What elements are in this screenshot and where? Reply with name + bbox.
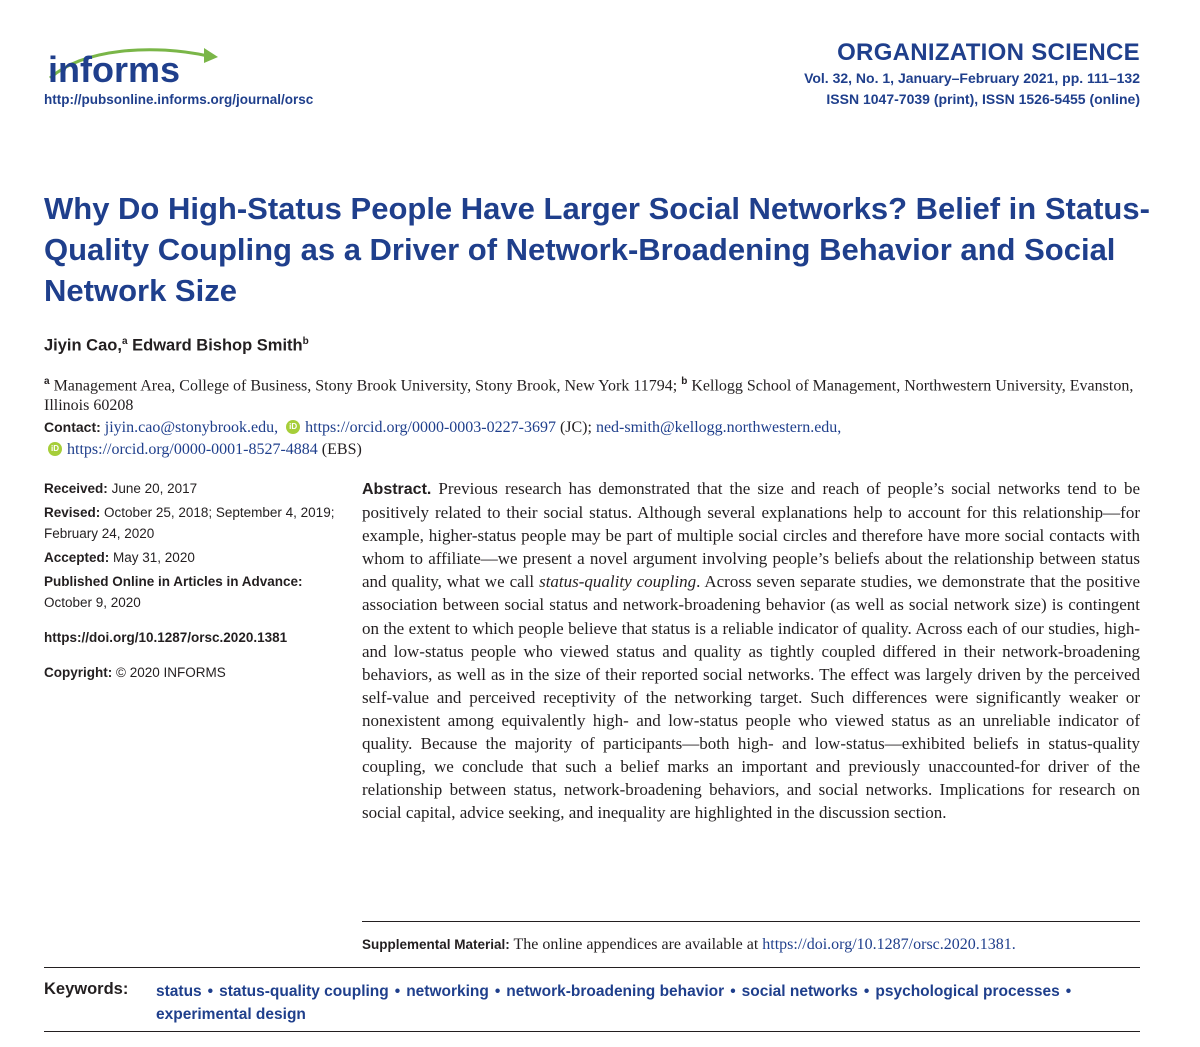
journal-name: ORGANIZATION SCIENCE bbox=[837, 39, 1140, 66]
keyword[interactable]: psychological processes bbox=[875, 983, 1060, 1000]
doi-text[interactable]: https://doi.org/10.1287/orsc.2020.1381 bbox=[44, 630, 288, 645]
keyword-separator: • bbox=[207, 983, 214, 1000]
abstract-text: Previous research has demonstrated that the size and reach of people’s social networks tend to be positively related to their social status. Although several explanations help to account for this relationship—for example, higher-status people may be part of multiple social circles and therefore have more social contacts with whom to affiliate—we present a novel argument involving people’s beliefs about the relationship between status and quality, what we call bbox=[362, 479, 1140, 592]
affiliations bbox=[44, 372, 1154, 416]
doi-link[interactable] bbox=[44, 627, 344, 648]
received-value: June 20, 2017 bbox=[111, 481, 198, 496]
divider bbox=[44, 1031, 1140, 1032]
keyword[interactable]: experimental design bbox=[156, 1006, 306, 1023]
revised-value: October 25, 2018; September 4, 2019; February 24, 2020 bbox=[44, 505, 335, 541]
accepted-date bbox=[44, 547, 344, 568]
supplemental-link[interactable]: https://doi.org/10.1287/orsc.2020.1381. bbox=[762, 936, 1016, 953]
article-title: Why Do High-Status People Have Larger Social Networks? Belief in Status-Quality Coupling as a Driver of Network-Broadening Behavior and Social Network Size bbox=[44, 191, 1150, 308]
keyword-separator: • bbox=[1065, 983, 1072, 1000]
journal-volume: Vol. 32, No. 1, January–February 2021, pp. 111–132 bbox=[804, 70, 1140, 86]
divider bbox=[44, 967, 1140, 968]
published-label: Published Online in Articles in Advance: bbox=[44, 574, 303, 589]
keyword-separator: • bbox=[494, 983, 501, 1000]
orcid-author-tag: (JC); bbox=[559, 419, 592, 436]
revised-label: Revised: bbox=[44, 505, 101, 520]
contact-label: Contact: bbox=[44, 419, 101, 435]
affiliation-b: Kellogg School of Management, Northwestern University, Evanston, Illinois 60208 bbox=[44, 377, 1134, 415]
accepted-value: May 31, 2020 bbox=[113, 550, 195, 565]
abstract-label: Abstract. bbox=[362, 481, 432, 498]
author-name: Edward Bishop Smith bbox=[132, 336, 303, 355]
article-history bbox=[44, 478, 344, 686]
supplemental-label: Supplemental Material: bbox=[362, 937, 510, 952]
abstract-text: . Across seven separate studies, we demonstrate that the positive association between social status and network-broadening behavior (as well as social network size) is contingent on the extent to which people believe that status is a reliable indicator of quality. Across each of our studies, high- and low-status people who viewed status and quality as tightly coupled differed in their network-broadening behaviors, as well as in the size of their reported social networks. The effect was largely driven by the perceived self-value and perceived receptivity of the networking target. Such differences were significantly weaker or nonexistent among equivalently high- and low-status people who viewed status as an unreliable indicator of quality. Because the majority of participants—both high- and low-status—exhibited beliefs in status-quality coupling, we conclude that such a belief marks an important and previously unaccounted-for driver of the relationship between status, network-broadening behaviors, and social networks. Implications for research on social capital, advice seeking, and inequality are highlighted in the discussion section. bbox=[362, 572, 1141, 823]
copyright-label: Copyright: bbox=[44, 665, 113, 680]
orcid-link[interactable]: https://orcid.org/0000-0001-8527-4884 bbox=[67, 441, 318, 458]
published-date bbox=[44, 571, 344, 613]
supplemental-material bbox=[362, 934, 1140, 956]
informs-logo-mark bbox=[44, 42, 224, 90]
affiliation-mark: a bbox=[44, 376, 50, 387]
received-date bbox=[44, 478, 344, 499]
logo-wordmark: informs bbox=[48, 49, 181, 90]
keyword[interactable]: networking bbox=[406, 983, 489, 1000]
abstract bbox=[362, 477, 1140, 824]
journal-issn: ISSN 1047-7039 (print), ISSN 1526-5455 (online) bbox=[826, 91, 1140, 107]
keyword[interactable]: status bbox=[156, 983, 202, 1000]
email-link[interactable]: jiyin.cao@stonybrook.edu, bbox=[104, 419, 279, 436]
divider bbox=[362, 921, 1140, 922]
informs-logo bbox=[44, 42, 224, 90]
author-list bbox=[44, 336, 309, 356]
keyword[interactable]: status-quality coupling bbox=[219, 983, 389, 1000]
affiliation-mark: b bbox=[681, 376, 688, 387]
orcid-author-tag: (EBS) bbox=[321, 441, 362, 458]
email-link[interactable]: ned-smith@kellogg.northwestern.edu, bbox=[595, 419, 842, 436]
keyword-separator: • bbox=[730, 983, 736, 1000]
copyright bbox=[44, 662, 344, 683]
abstract-italic-term: status-quality coupling bbox=[539, 572, 697, 592]
affiliation-a: Management Area, College of Business, Stony Brook University, Stony Brook, New York 11794; bbox=[53, 377, 678, 395]
received-label: Received: bbox=[44, 481, 108, 496]
keyword-separator: • bbox=[394, 983, 401, 1000]
copyright-value: © 2020 INFORMS bbox=[116, 665, 226, 680]
contact-info bbox=[44, 416, 1154, 461]
keyword-separator: • bbox=[863, 983, 870, 1000]
orcid-icon: iD bbox=[286, 420, 300, 434]
journal-url[interactable]: http://pubsonline.informs.org/journal/orsc bbox=[44, 92, 314, 107]
revised-date bbox=[44, 502, 344, 544]
author-name: Jiyin Cao, bbox=[44, 336, 122, 355]
author-affiliation-mark: a bbox=[121, 336, 128, 347]
orcid-icon: iD bbox=[48, 442, 62, 456]
accepted-label: Accepted: bbox=[44, 550, 110, 565]
keyword[interactable]: social networks bbox=[741, 983, 858, 1000]
supplemental-text: The online appendices are available at bbox=[513, 936, 759, 953]
keyword-list bbox=[156, 980, 1116, 1026]
keyword[interactable]: network-broadening behavior bbox=[506, 983, 725, 1000]
journal-info bbox=[804, 38, 1140, 110]
keywords-label: Keywords: bbox=[44, 980, 129, 998]
orcid-link[interactable]: https://orcid.org/0000-0003-0227-3697 bbox=[305, 419, 556, 436]
published-value: October 9, 2020 bbox=[44, 595, 141, 610]
author-affiliation-mark: b bbox=[302, 336, 309, 347]
